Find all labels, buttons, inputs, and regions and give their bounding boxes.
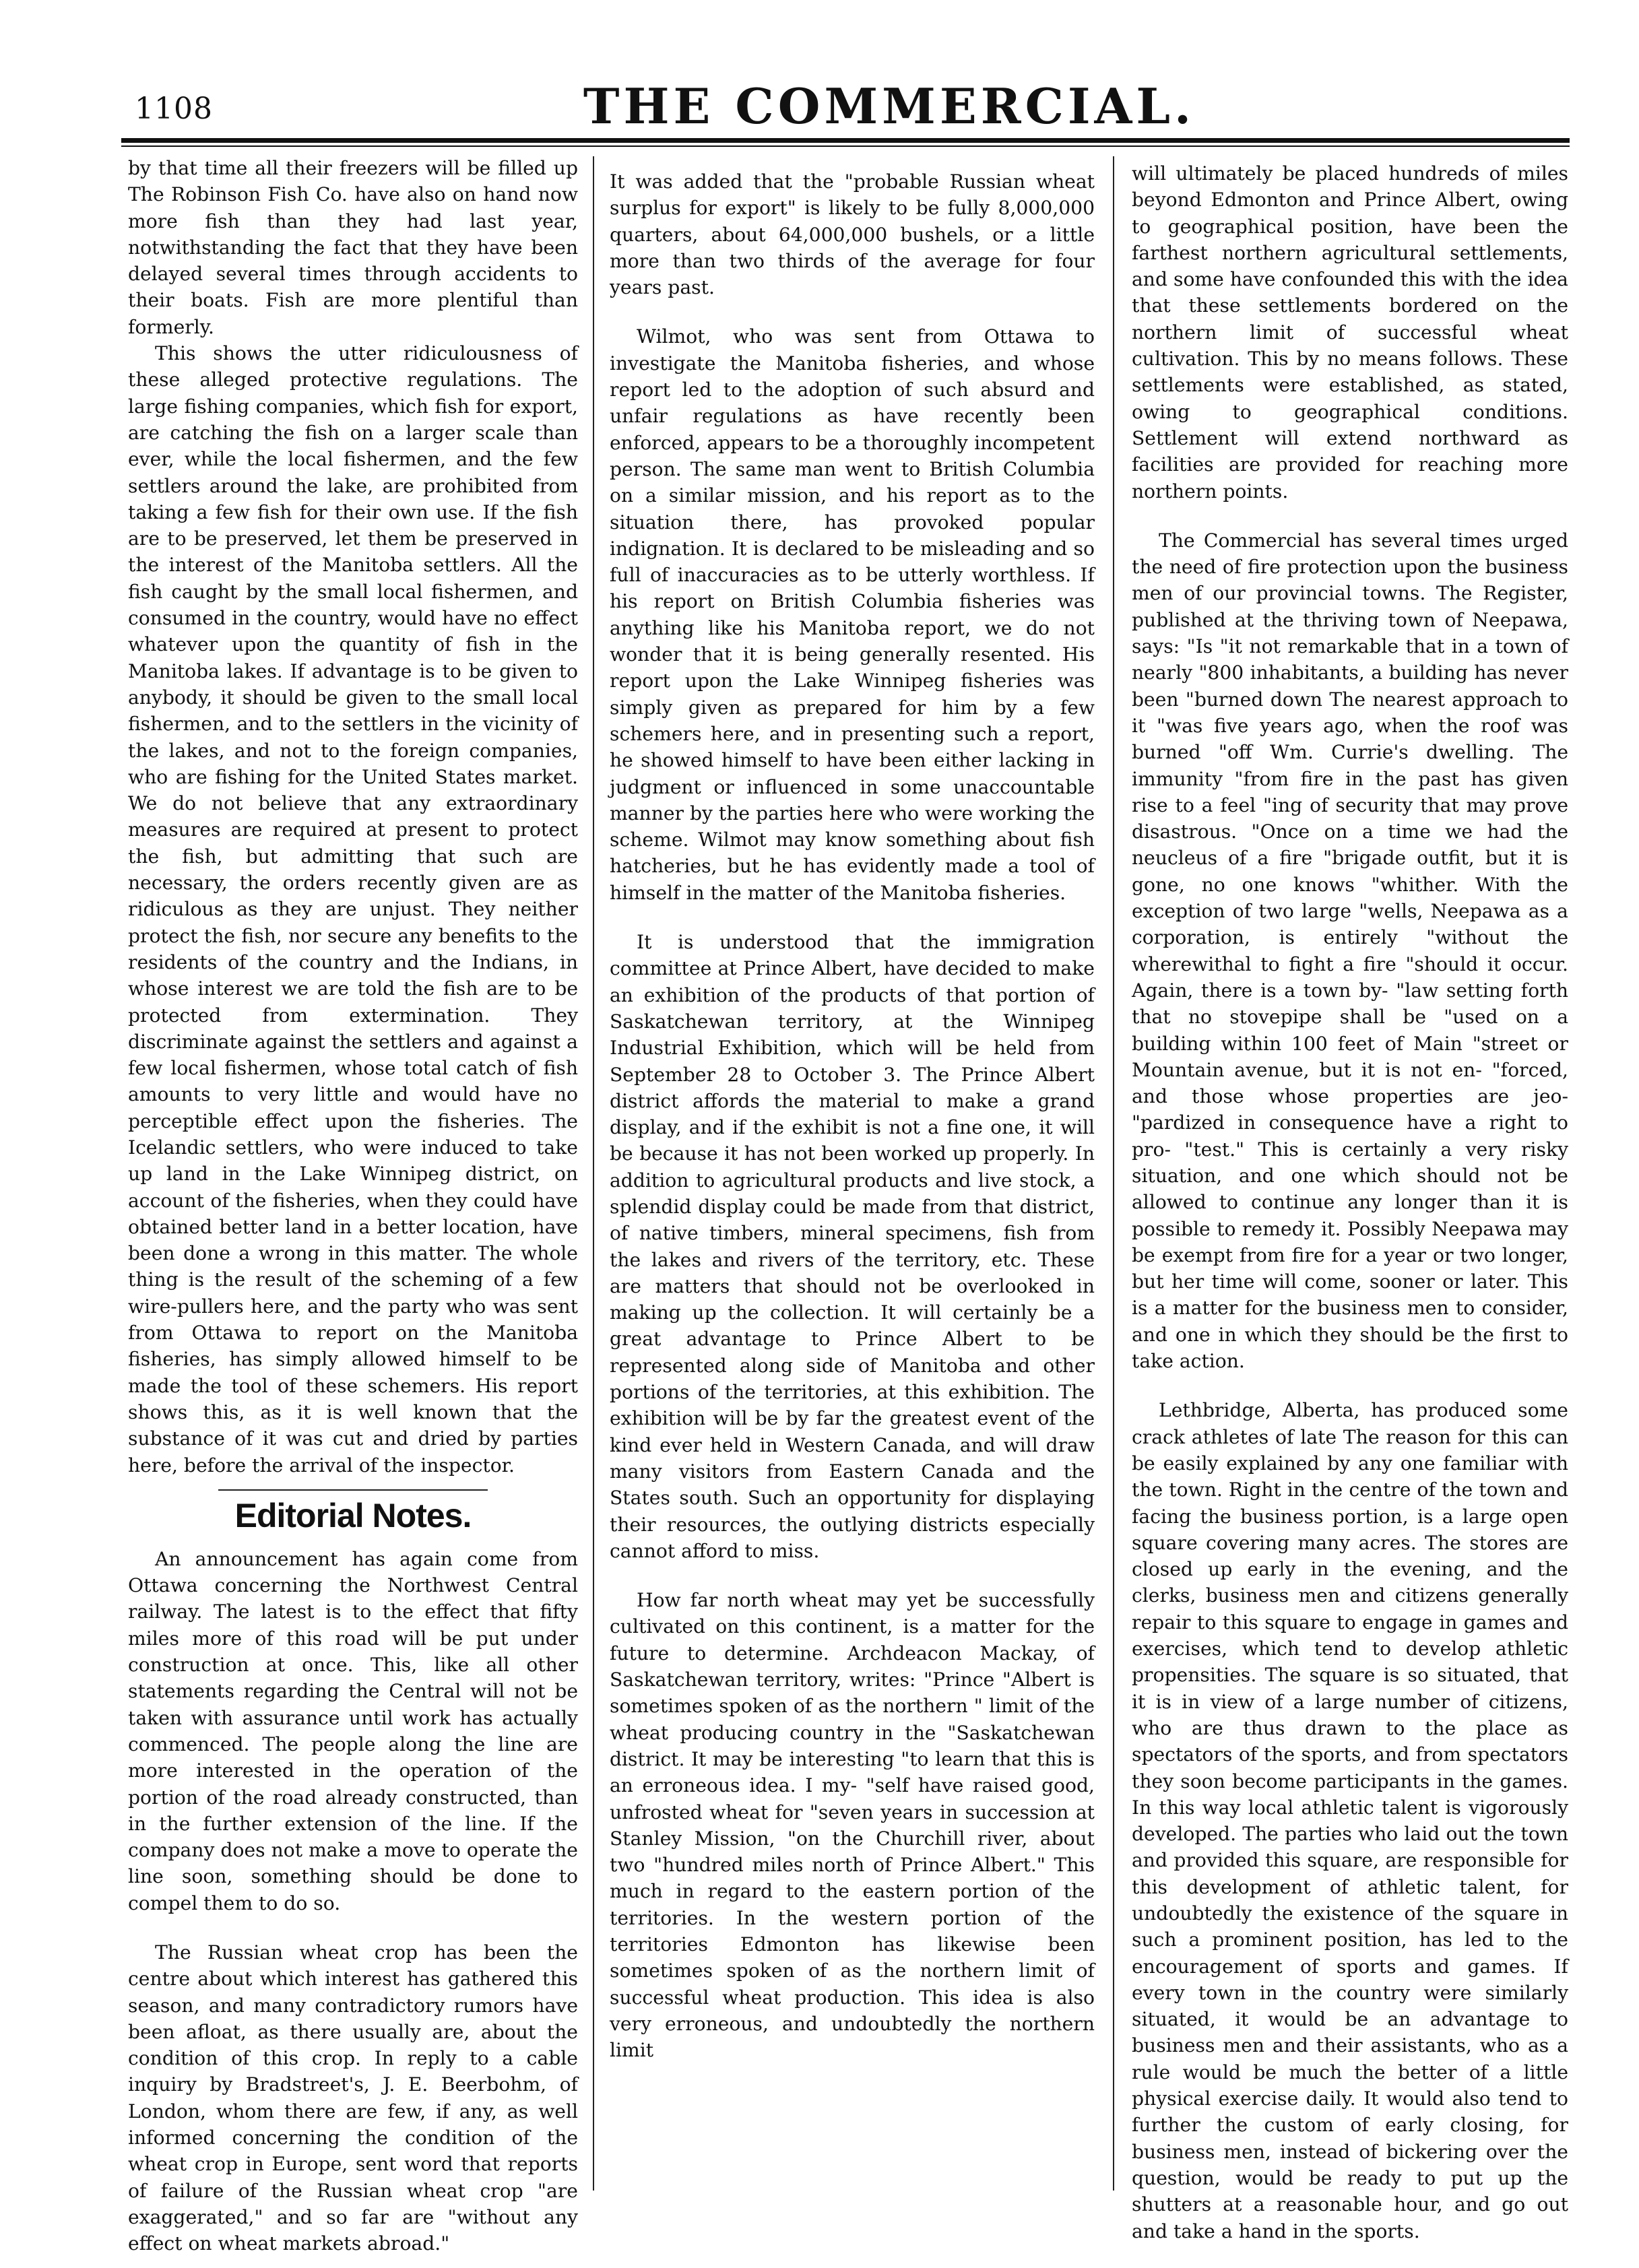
- section-heading: Editorial Notes.: [234, 1496, 472, 1534]
- article-paragraph: Lethbridge, Alberta, has produced some crack athletes of late The reason for this can be easily explained by any one familiar with the town. Right in the centre of the town and facing the business portion, is a large open square covering many acres. The stores are closed up early in the evening, and the clerks, business men and citizens generally repair to this square to engage in games and exercises, which tend to develop athletic propensities. The square is so situated, that it is in view of a large number of citizens, who are thus drawn to the place as spectators of the sports, and from spectators they soon become participants in the games. In this way local athletic talent is vigorously developed. The parties who laid out the town and provided this square, are responsible for this development of athletic talent, for undoubtedly the existence of the square in such a prominent position, has led to the encouragement of sports and games. If every town in the country were similarly situated, it would be an advantage to business men and their assistants, who as a rule would be much the better of a little physical exercise daily. It would also tend to further the custom of early closing, for business men, instead of bickering over the question, would be ready to put up the shutters at a reasonable hour, and go out and take a hand in the sports.: [1132, 1399, 1568, 2242]
- article-paragraph: An announcement has again come from Ottawa concerning the Northwest Central railway. The latest is to the effect that fifty miles more of this road will be put under construction at once. This, like all other statements regarding the Central will not be taken with assurance until work has actually commenced. The people along the line are more interested in the operation of the portion of the road already constructed, than in the further extension of the line. If the company does not make a move to operate the line soon, something should be done to compel them to do so.: [128, 1547, 578, 1914]
- article-paragraph: The Russian wheat crop has been the centre about which interest has gathered this season, and many contradictory rumors have been afloat, as there usually are, about the condition of this crop. In reply to a cable inquiry by Bradstreet's, J. E. Beerbohm, of London, whom there are few, if any, as well informed concerning the condition of the wheat crop in Europe, sent word that reports of failure of the Russian wheat crop "are exaggerated," and so far are "without any effect on wheat markets abroad.": [128, 1941, 578, 2255]
- article-paragraph: The Commercial has several times urged the need of fire protection upon the business men of our provincial towns. The Register, published at the thriving town of Neepawa, says: "Is "it not remarkable that in a town of nearly "800 inhabitants, a building has never been "burned down The nearest approach to it "was five years ago, when the roof was burned "off Wm. Currie's dwelling. The immunity "from fire in the past has given rise to a feel "ing of security that may prove disastrous. "Once on a time we had the neucleus of a fire "brigade outfit, but it is gone, no one knows "whither. With the exception of two large "wells, Neepawa as a corporation, is entirely "without the wherewithal to fight a fire "should it occur. Again, there is a town by- "law setting forth that no stovepipe shall be "used on a building within 100 feet of Main "street or Mountain avenue, but it is not en- "forced, and those whose properties are jeo- "pardized in consequence have a right to pro- "test." This is certainly a very risky situation, and one which should not be allowed to continue any longer than it is possible to remedy it. Possibly Neepawa may be exempt from fire for a year or two longer, but her time will come, sooner or later. This is a matter for the business men to consider, and one in which they should be the first to take action.: [1132, 529, 1568, 1373]
- article-paragraph: It was added that the "probable Russian wheat surplus for export" is likely to be fully 8,000,000 quarters, about 64,000,000 bushels, or a little more than two thirds of the average for four years past.: [610, 170, 1095, 299]
- header-rule-thin: [121, 145, 1570, 147]
- column-divider-2: [1113, 156, 1114, 2191]
- column-1: [128, 155, 578, 2257]
- article-paragraph: It is understood that the immigration committee at Prince Albert, have decided to make an exhibition of the products of that portion of Saskatchewan territory, at the Winnipeg Industrial Exhibition, which will be held from September 28 to October 3. The Prince Albert district affords the material to make a grand display, and if the exhibit is not a fine one, it will be because it has not been worked up properly. In addition to agricultural products and live stock, a splendid display could be made from that district, of native timbers, mineral specimens, fish from the lakes and rivers of the territory, etc. These are matters that should not be overlooked in making up the collection. It will certainly be a great advantage to Prince Albert to be represented along side of Manitoba and other portions of the territories, at this exhibition. The exhibition will be by far the greatest event of the kind ever held in Western Canada, and will draw many visitors from Eastern Canada and the States south. Such an opportunity for displaying their resources, the outlying districts especially cannot afford to miss.: [610, 931, 1095, 1562]
- page-number: 1108: [135, 92, 213, 126]
- article-paragraph: by that time all their freezers will be filled up The Robinson Fish Co. have also on hand now more fish than they had last year, notwithstanding the fact that they have been delayed several times through accidents to their boats. Fish are more plentiful than formerly.: [128, 157, 578, 338]
- column-divider-1: [593, 156, 594, 2191]
- section-separator: [218, 1489, 488, 1491]
- article-paragraph: This shows the utter ridiculousness of these alleged protective regulations. The large fishing companies, which fish for export, are catching the fish on a larger scale than ever, while the local fishermen, and the few settlers around the lake, are prohibited from taking a few fish for their own use. If the fish are to be preserved, let them be preserved in the interest of the Manitoba settlers. All the fish caught by the small local fishermen, and consumed in the country, would have no effect whatever upon the quantity of fish in the Manitoba lakes. If advantage is to be given to anybody, it should be given to the small local fishermen, and to the settlers in the vicinity of the lakes, and not to the foreign companies, who are fishing for the United States market. We do not believe that any extraordinary measures are required at present to protect the fish, but admitting that such are necessary, the orders recently given are as ridiculous as they are unjust. They neither protect the fish, nor secure any benefits to the residents of the country and the Indians, in whose interest we are told the fish are to be protected from extermination. They discriminate against the settlers and against a few local fishermen, whose total catch of fish amounts to very little and would have no perceptible effect upon the fisheries. The Icelandic settlers, who were induced to take up land in the Lake Winnipeg district, on account of the fisheries, when they could have obtained better land in a better location, have been done a wrong in this matter. The whole thing is the result of the scheming of a few wire-pullers here, and the party who was sent from Ottawa to report on the Manitoba fisheries, has simply allowed himself to be made the tool of these schemers. His report shows this, as it is well known that the substance of it was cut and dried by parties here, before the arrival of the inspector.: [128, 342, 578, 1477]
- article-paragraph: will ultimately be placed hundreds of miles beyond Edmonton and Prince Albert, owing to geographical position, have been the farthest northern agricultural settlements, and some have confounded this with the idea that these settlements bordered on the northern limit of successful wheat cultivation. This by no means follows. These settlements were established, as stated, owing to geographical conditions. Settlement will extend northward as facilities are provided for reaching more northern points.: [1132, 162, 1568, 503]
- header-rule-thick: [121, 138, 1570, 143]
- column-2: [610, 168, 1095, 2063]
- masthead-title: THE COMMERCIAL.: [583, 77, 1196, 135]
- article-paragraph: How far north wheat may yet be successfully cultivated on this continent, is a matter for the future to determine. Archdeacon Mackay, of Saskatchewan territory, writes: "Prince "Albert is sometimes spoken of as the northern " limit of the wheat producing country in the "Saskatchewan district. It may be interesting "to learn that this is an erroneous idea. I my- "self have raised good, unfrosted wheat for "seven years in succession at Stanley Mission, "on the Churchill river, about two "hundred miles north of Prince Albert." This much in regard to the eastern portion of the territories. In the western portion of the territories Edmonton has likewise been sometimes spoken of as the northern limit of successful wheat production. This idea is also very erroneous, and undoubtedly the northern limit: [610, 1589, 1095, 2062]
- column-3: [1132, 160, 1568, 2244]
- article-paragraph: Wilmot, who was sent from Ottawa to investigate the Manitoba fisheries, and whose report led to the adoption of such absurd and unfair regulations as have recently been enforced, appears to be a thoroughly incompetent person. The same man went to British Columbia on a similar mission, and his report as to the situation there, has provoked popular indignation. It is declared to be misleading and so full of inaccuracies as to be utterly worthless. If his report on British Columbia fisheries was anything like his Manitoba report, we do not wonder that it is being generally resented. His report upon the Lake Winnipeg fisheries was simply given as prepared for him by a few schemers here, and in presenting such a report, he showed himself to have been either lacking in judgment or influenced in some unaccountable manner by the parties here who were working the scheme. Wilmot may know something about fish hatcheries, but he has evidently made a tool of himself in the matter of the Manitoba fisheries.: [610, 325, 1095, 904]
